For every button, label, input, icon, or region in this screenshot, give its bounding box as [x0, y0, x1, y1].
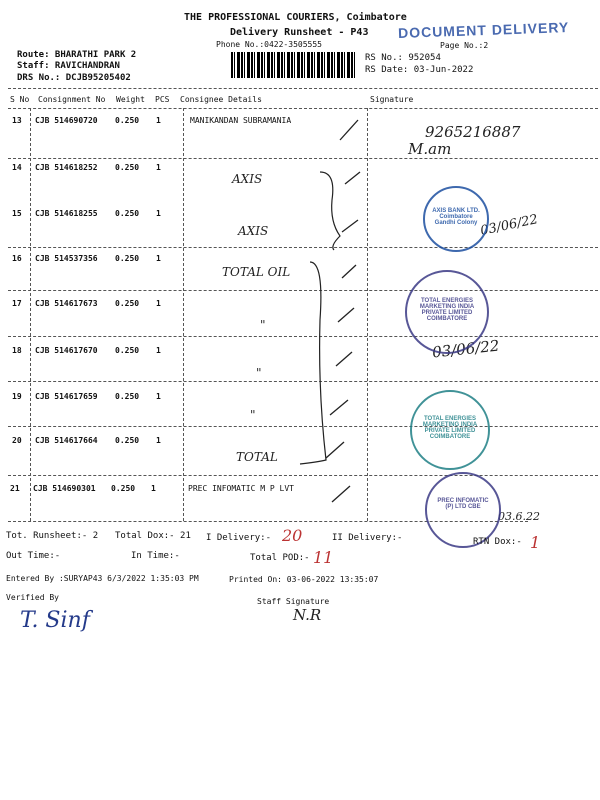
handwritten-name: M.am [408, 140, 452, 158]
rtn-dox-value: 1 [530, 533, 541, 552]
row-pcs: 1 [156, 209, 161, 218]
row-sno: 20 [12, 436, 22, 445]
rs-number: RS No.: 952054 [365, 53, 441, 63]
row-weight: 0.250 [111, 484, 136, 493]
ditto-mark: " [256, 366, 262, 380]
row-weight: 0.250 [115, 299, 140, 308]
row-pcs: 1 [156, 299, 161, 308]
rtn-dox-label: RTN Dox:- [473, 537, 522, 547]
entered-by: Entered By :SURYAP43 6/3/2022 1:35:03 PM [6, 574, 199, 583]
col-signature: Signature [370, 95, 414, 104]
company-name: THE PROFESSIONAL COURIERS, Coimbatore [184, 12, 407, 23]
handwritten-total-oil: TOTAL OIL [222, 265, 291, 279]
total-energies-stamp: TOTAL ENERGIES MARKETING INDIA PRIVATE LIMITED COIMBATORE [405, 270, 489, 354]
total-pod-label: Total POD:- [250, 553, 310, 563]
axis-bank-stamp: AXIS BANK LTD. Coimbatore Gandhi Colony [423, 186, 489, 252]
total-energies-stamp-2: TOTAL ENERGIES MARKETING INDIA PRIVATE LIMITED COIMBATORE [410, 390, 490, 470]
row-pcs: 1 [156, 346, 161, 355]
ditto-mark: " [260, 318, 266, 332]
row-consignment: CJB 514617673 [35, 299, 98, 308]
staff-signature-label: Staff Signature [257, 597, 330, 606]
handwritten-axis-1: AXIS [232, 172, 263, 186]
row-sno: 16 [12, 254, 22, 263]
out-time: Out Time:- [6, 551, 61, 561]
row-sno: 21 [10, 484, 20, 493]
i-delivery-value: 20 [282, 526, 303, 545]
row-weight: 0.250 [115, 209, 140, 218]
row-consignment: CJB 514690720 [35, 116, 98, 125]
row-pcs: 1 [156, 436, 161, 445]
row-consignment: CJB 514617670 [35, 346, 98, 355]
row-sno: 17 [12, 299, 22, 308]
row-weight: 0.250 [115, 392, 140, 401]
row-pcs: 1 [151, 484, 156, 493]
drs-number: DRS No.: DCJB95205402 [17, 73, 131, 83]
rs-date: RS Date: 03-Jun-2022 [365, 65, 474, 75]
ii-delivery-label: II Delivery:- [332, 533, 403, 543]
handwritten-total: TOTAL [236, 450, 278, 464]
row-consignment: CJB 514690301 [33, 484, 96, 493]
page-number: Page No.:2 [440, 41, 489, 50]
col-sno: S No [10, 95, 30, 104]
row-sno: 15 [12, 209, 22, 218]
row-pcs: 1 [156, 254, 161, 263]
row-consignment: CJB 514617664 [35, 436, 98, 445]
ditto-mark: " [250, 408, 256, 422]
handwritten-phone: 9265216887 [425, 123, 521, 141]
in-time: In Time:- [131, 551, 180, 561]
row-consignment: CJB 514617659 [35, 392, 98, 401]
row-details: PREC INFOMATIC M P LVT [188, 484, 294, 493]
row-sno: 14 [12, 163, 22, 172]
route: Route: BHARATHI PARK 2 [17, 50, 137, 60]
printed-on: Printed On: 03-06-2022 13:35:07 [229, 575, 379, 584]
row-weight: 0.250 [115, 116, 140, 125]
phone-number: Phone No.:0422-3505555 [216, 40, 322, 49]
row-weight: 0.250 [115, 254, 140, 263]
handwritten-date: 03/06/22 [479, 212, 540, 239]
row-sno: 13 [12, 116, 22, 125]
row-details: MANIKANDAN SUBRAMANIA [190, 116, 292, 125]
staff-signature: N.R [293, 606, 322, 624]
row-consignment: CJB 514618255 [35, 209, 98, 218]
row-sno: 19 [12, 392, 22, 401]
handwritten-date: 03.6.22 [498, 510, 540, 523]
col-pcs: PCS [155, 95, 170, 104]
col-consignee: Consignee Details [180, 95, 262, 104]
prec-infomatic-stamp: PREC INFOMATIC (P) LTD CBE [425, 472, 501, 548]
row-weight: 0.250 [115, 163, 140, 172]
handwritten-axis-2: AXIS [238, 224, 269, 238]
row-consignment: CJB 514537356 [35, 254, 98, 263]
row-pcs: 1 [156, 392, 161, 401]
col-weight: Weight [116, 95, 145, 104]
handwritten-date: 03/06/22 [431, 336, 501, 362]
row-sno: 18 [12, 346, 22, 355]
col-consignment: Consignment No [38, 95, 106, 104]
row-pcs: 1 [156, 163, 161, 172]
total-runsheet: Tot. Runsheet:- 2 [6, 531, 99, 541]
verified-by: Verified By [6, 593, 59, 602]
row-consignment: CJB 514618252 [35, 163, 98, 172]
document-delivery-stamp: DOCUMENT DELIVERY [397, 19, 570, 41]
row-pcs: 1 [156, 116, 161, 125]
verifier-signature: T. Sinf [20, 608, 90, 633]
total-dox: Total Dox:- 21 [115, 531, 191, 541]
row-weight: 0.250 [115, 346, 140, 355]
i-delivery-label: I Delivery:- [206, 533, 272, 543]
row-weight: 0.250 [115, 436, 140, 445]
runsheet-title: Delivery Runsheet - P43 [230, 27, 369, 38]
staff: Staff: RAVICHANDRAN [17, 61, 120, 71]
total-pod-value: 11 [313, 548, 334, 567]
